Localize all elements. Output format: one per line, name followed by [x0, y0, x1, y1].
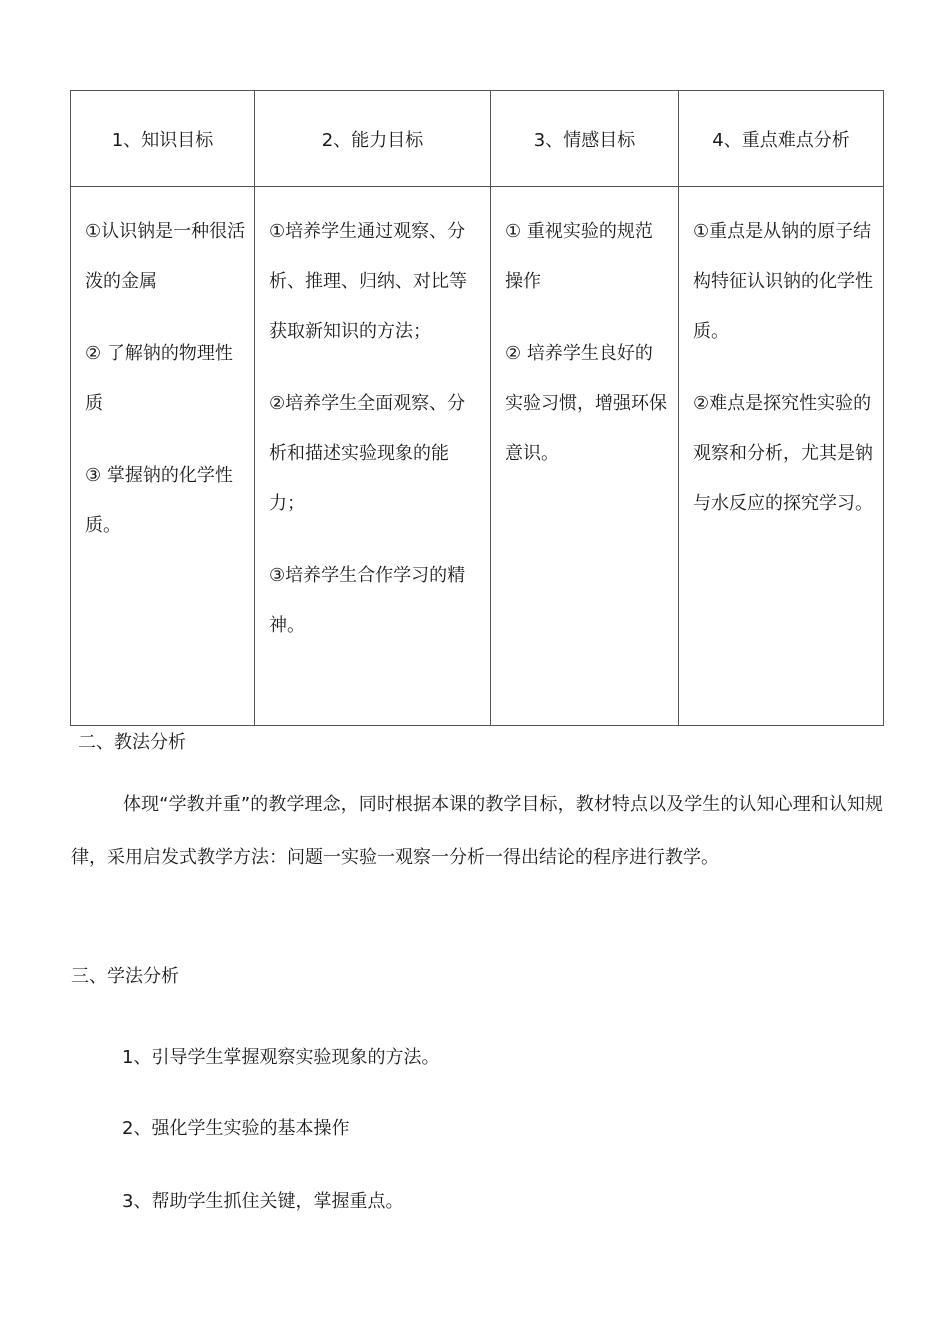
- learning-method-item: 2、强化学生实验的基本操作: [122, 1118, 350, 1139]
- header-key-difficulty: 4、重点难点分析: [679, 91, 884, 187]
- knowledge-goal-item: ①认识钠是一种很活泼的金属: [85, 221, 246, 292]
- header-emotion-goal: 3、情感目标: [491, 91, 679, 187]
- table-header-row: [71, 91, 884, 187]
- knowledge-goal-item: ③ 掌握钠的化学性质。: [85, 465, 233, 536]
- header-ability-goal: 2、能力目标: [255, 91, 491, 187]
- ability-goal-item: ②培养学生全面观察、分析和描述实验现象的能力；: [269, 393, 466, 514]
- emotion-goal-item: ① 重视实验的规范操作: [505, 221, 653, 292]
- key-difficulty-item: ②难点是探究性实验的观察和分析，尤其是钠与水反应的探究学习。: [693, 393, 873, 514]
- knowledge-goal-item: ② 了解钠的物理性质: [85, 343, 233, 414]
- learning-method-heading: 三、学法分析: [71, 966, 179, 987]
- key-difficulty-cell: [679, 187, 884, 726]
- emotion-goal-cell: [491, 187, 679, 726]
- learning-method-item: 3、帮助学生抓住关键，掌握重点。: [122, 1191, 404, 1212]
- emotion-goal-item: ② 培养学生良好的实验习惯，增强环保意识。: [505, 343, 667, 464]
- ability-goal-item: ①培养学生通过观察、分析、推理、归纳、对比等获取新知识的方法；: [269, 221, 467, 342]
- learning-method-item: 1、引导学生掌握观察实验现象的方法。: [122, 1047, 440, 1068]
- teaching-goals-table: [70, 90, 884, 726]
- teaching-method-paragraph: 体现“学教并重”的教学理念，同时根据本课的教学目标，教材特点以及学生的认知心理和认知规律，采用启发式教学方法：问题一实验一观察一分析一得出结论的程序进行教学。: [71, 794, 883, 868]
- table-row: [71, 187, 884, 726]
- header-knowledge-goal: 1、知识目标: [71, 91, 255, 187]
- knowledge-goal-cell: [71, 187, 255, 726]
- teaching-method-heading: 二、教法分析: [78, 732, 186, 753]
- key-difficulty-item: ①重点是从钠的原子结构特征认识钠的化学性质。: [693, 221, 873, 342]
- ability-goal-cell: [255, 187, 491, 726]
- ability-goal-item: ③培养学生合作学习的精神。: [269, 565, 466, 636]
